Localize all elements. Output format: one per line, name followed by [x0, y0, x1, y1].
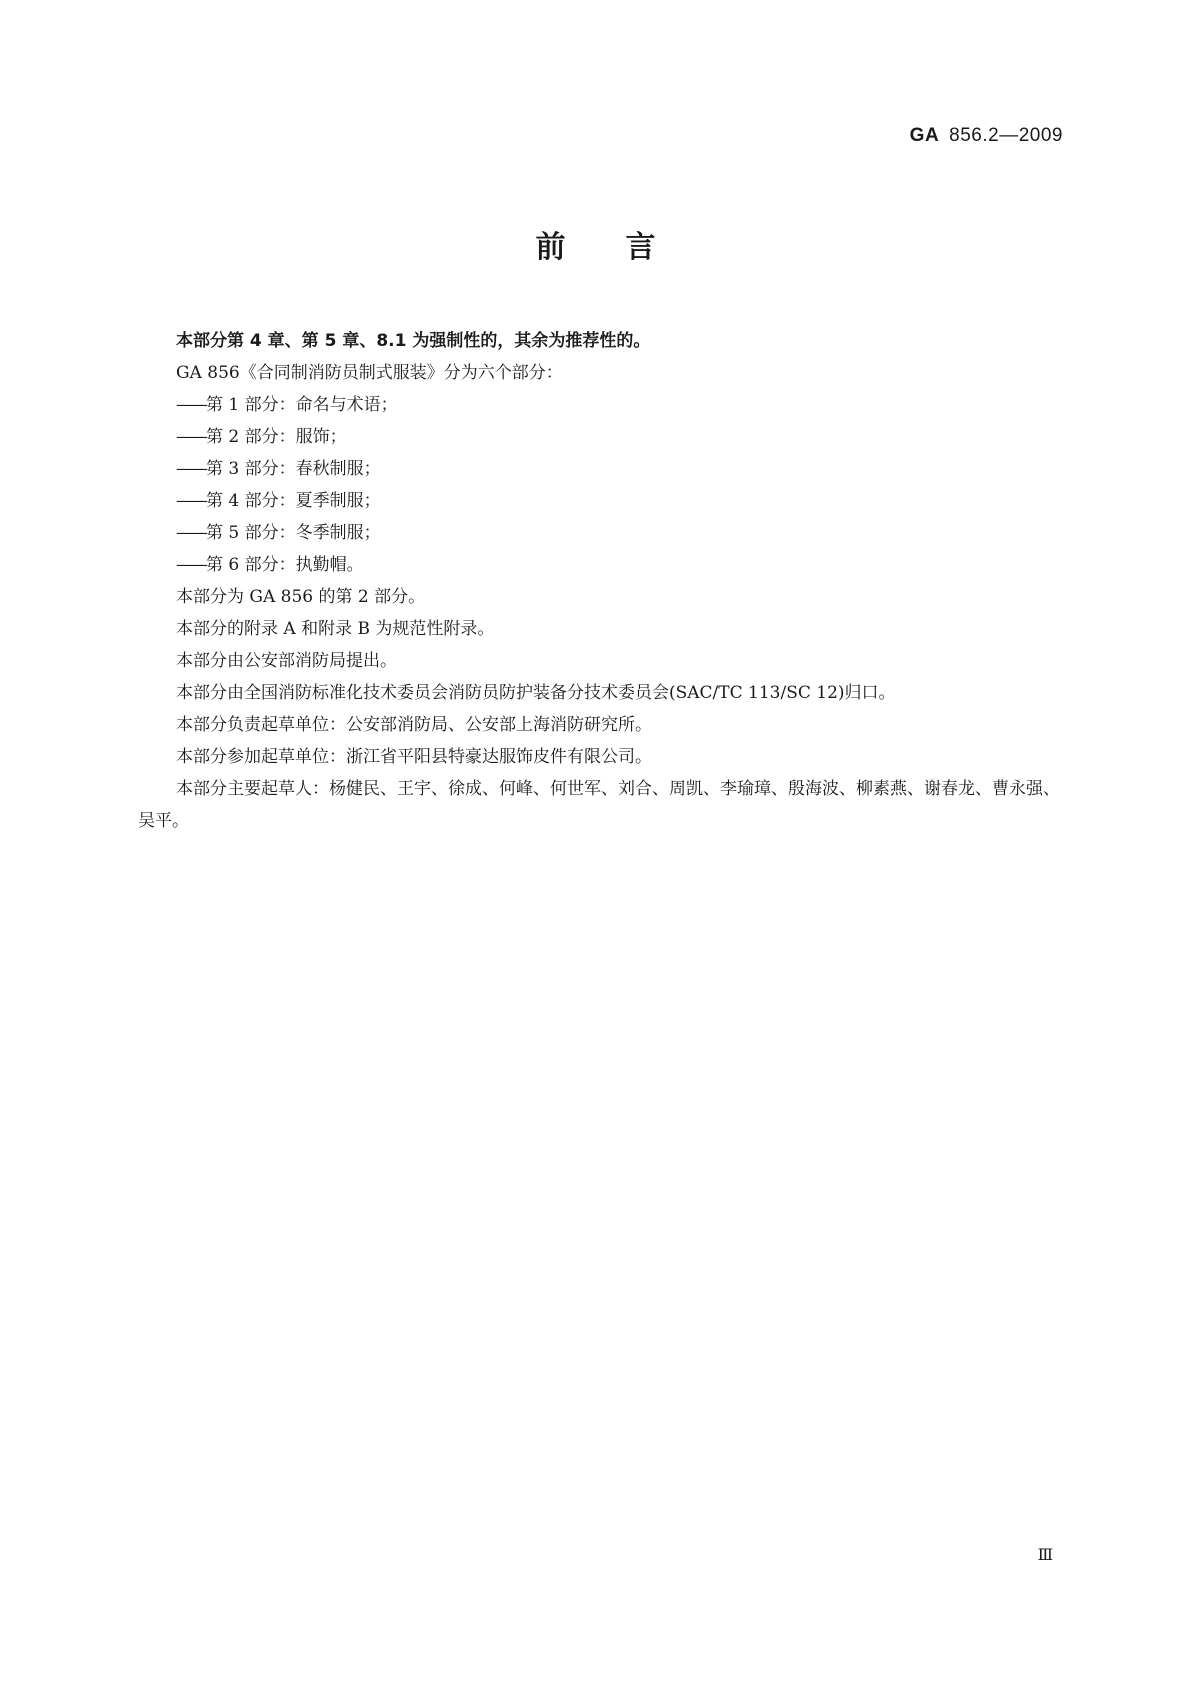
- part-list-item-label: 第 5 部分：冬季制服；: [206, 523, 381, 543]
- part-list-item-label: 第 6 部分：执勤帽。: [206, 555, 364, 575]
- dash-mark: ——: [176, 395, 206, 415]
- standard-number: 856.2—2009: [949, 125, 1063, 146]
- annex-statement: 本部分的附录 A 和附录 B 为规范性附录。: [176, 619, 495, 639]
- part-list-item: [138, 485, 1070, 517]
- part-list-item: [138, 389, 1070, 421]
- part-list-item-label: 第 3 部分：春秋制服；: [206, 459, 381, 479]
- committee-statement: 本部分由全国消防标准化技术委员会消防员防护装备分技术委员会(SAC/TC 113/SC 12)归口。: [176, 683, 896, 703]
- dash-mark: ——: [176, 491, 206, 511]
- dash-mark: ——: [176, 459, 206, 479]
- standard-code: [910, 125, 1063, 147]
- dash-mark: ——: [176, 523, 206, 543]
- part-list-item-label: 第 2 部分：服饰；: [206, 427, 347, 447]
- page-title: 前言: [535, 230, 716, 265]
- part-list-item-label: 第 4 部分：夏季制服；: [206, 491, 381, 511]
- dash-mark: ——: [176, 427, 206, 447]
- foreword-body: [138, 325, 1070, 837]
- proposer-statement: 本部分由公安部消防局提出。: [176, 651, 397, 671]
- part-list-item: [138, 453, 1070, 485]
- drafting-unit-statement: 本部分负责起草单位：公安部消防局、公安部上海消防研究所。: [176, 715, 652, 735]
- part-statement: 本部分为 GA 856 的第 2 部分。: [176, 587, 426, 607]
- mandatory-statement: 本部分第 4 章、第 5 章、8.1 为强制性的，其余为推荐性的。: [176, 331, 651, 351]
- part-list-item: [138, 517, 1070, 549]
- part-list-item: [138, 421, 1070, 453]
- part-list-item-label: 第 1 部分：命名与术语；: [206, 395, 398, 415]
- standard-prefix: GA: [909, 125, 940, 146]
- part-list-item: [138, 549, 1070, 581]
- dash-mark: ——: [176, 555, 206, 575]
- participating-unit-statement: 本部分参加起草单位：浙江省平阳县特豪达服饰皮件有限公司。: [176, 747, 652, 767]
- parts-intro: GA 856《合同制消防员制式服装》分为六个部分：: [176, 363, 563, 383]
- page-number: Ⅲ: [1037, 1545, 1053, 1564]
- drafters-statement: 本部分主要起草人：杨健民、王宇、徐成、何峰、何世军、刘合、周凯、李瑜璋、殷海波、柳素燕、谢春龙、曹永强、吴平。: [138, 779, 1060, 831]
